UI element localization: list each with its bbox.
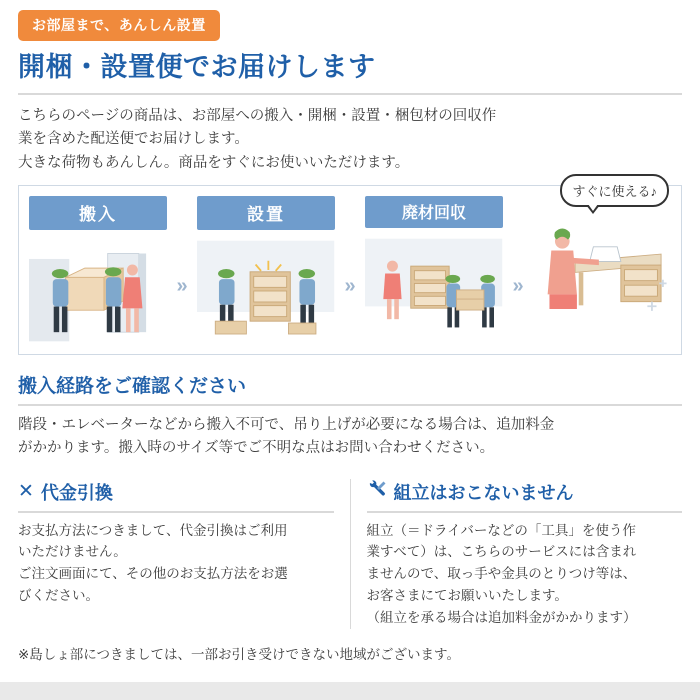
assembly-line-3: ませんので、取っ手や金具のとりつけ等は、	[366, 566, 637, 582]
flow-step-3-label: 廃材回収	[365, 196, 502, 228]
assembly-line-1: 組立（＝ドライバーなどの「工具」を使う作	[366, 522, 636, 538]
assembly-column	[351, 479, 683, 629]
service-tag: お部屋まで、あんしん設置	[18, 10, 220, 41]
assembly-placement-illustration	[197, 236, 334, 346]
cod-column	[18, 479, 351, 629]
assembly-heading	[367, 479, 683, 511]
flow-step-2	[193, 196, 339, 346]
flow-arrow-1: »	[176, 274, 188, 297]
flow-arrow-3: »	[512, 274, 524, 297]
delivery-carry-in-illustration	[29, 236, 166, 346]
bottom-strip	[0, 682, 700, 700]
notes-columns	[18, 479, 682, 629]
route-section-heading: 搬入経路をご確認ください	[18, 376, 247, 398]
lead-line-1: こちらのページの商品は、お部屋への搬入・開梱・設置・梱包材の回収作	[18, 107, 497, 124]
flow-step-2-label: 設置	[197, 196, 334, 230]
lead-paragraph	[18, 105, 682, 175]
cod-heading	[18, 479, 334, 511]
assembly-body	[367, 520, 683, 629]
flow-step-1	[25, 196, 171, 346]
footnote: ※島しょ部につきましては、一部お引き受けできない地域がございます。	[18, 646, 460, 662]
title-divider	[18, 93, 682, 95]
flow-step-4	[529, 184, 675, 346]
cod-line-1: お支払方法につきまして、代金引換はご利用	[18, 522, 288, 538]
assembly-line-4: お客さまにてお願いいたします。	[366, 588, 568, 604]
lead-line-3: 大きな荷物もあんしん。商品をすぐにお使いいただけます。	[18, 154, 410, 171]
flow-step-1-label: 搬入	[29, 196, 166, 230]
route-line-1: 階段・エレベーターなどから搬入不可で、吊り上げが必要になる場合は、追加料金	[18, 417, 555, 434]
service-flow-panel	[18, 185, 682, 355]
assembly-line-5: （組立を承る場合は追加料金がかかります）	[366, 609, 637, 625]
speech-bubble: すぐに使える♪	[560, 174, 669, 207]
waste-collection-illustration	[365, 234, 502, 344]
customer-using-desk-illustration	[533, 211, 670, 321]
lead-line-2: 業を含めた配送便でお届けします。	[18, 131, 249, 148]
page-title: 開梱・設置便でお届けします	[18, 52, 376, 82]
assembly-divider	[367, 511, 683, 513]
route-line-2: がかかります。搬入時のサイズ等でご不明な点はお問い合わせください。	[18, 440, 495, 457]
assembly-line-2: 業すべて）は、こちらのサービスには含まれ	[366, 544, 637, 560]
wrench-screwdriver-icon	[367, 480, 387, 503]
cod-line-2: いただけません。	[18, 544, 127, 560]
flow-arrow-2: »	[344, 274, 356, 297]
route-section-body	[18, 414, 682, 460]
cod-body	[18, 520, 334, 607]
assembly-heading-label: 組立はおこないません	[393, 482, 574, 503]
flow-step-3	[361, 196, 507, 346]
cod-line-4: びください。	[18, 588, 99, 604]
route-divider	[18, 404, 682, 406]
cod-line-3: ご注文画面にて、その他のお支払方法をお選	[18, 566, 288, 582]
cod-heading-label: 代金引換	[40, 482, 113, 503]
cross-icon: ✕	[18, 481, 34, 503]
cod-divider	[18, 511, 334, 513]
